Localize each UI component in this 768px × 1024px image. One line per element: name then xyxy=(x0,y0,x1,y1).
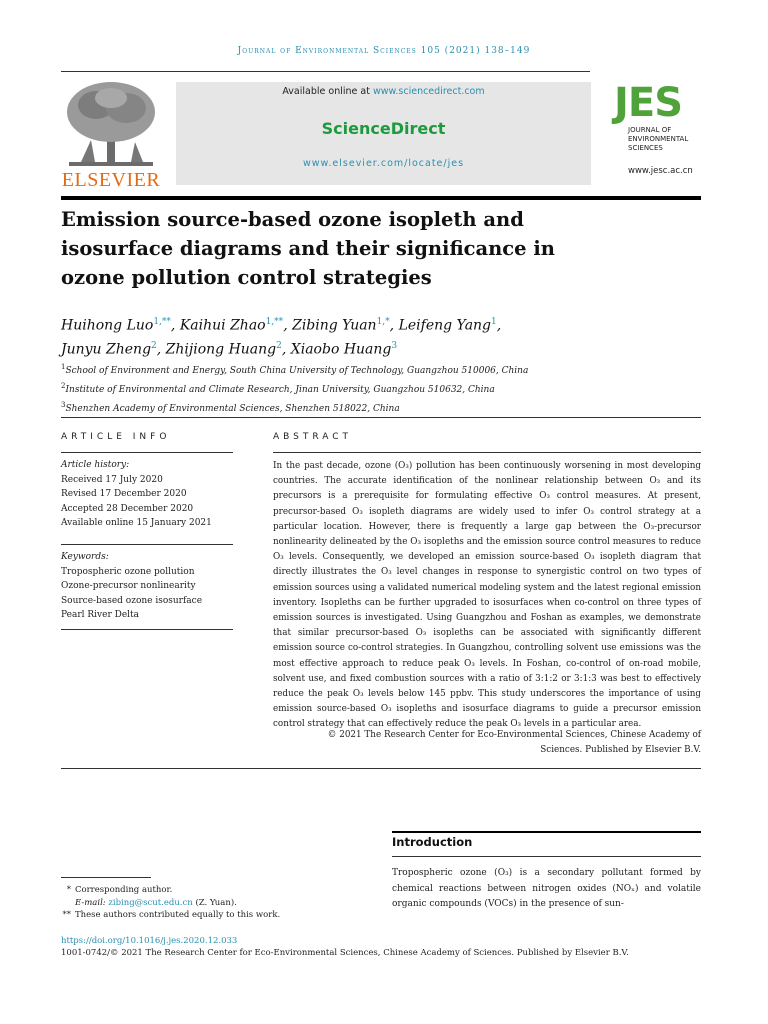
affil-sup: 3 xyxy=(61,401,66,409)
affiliations xyxy=(61,360,701,417)
affil-text: Institute of Environmental and Climate Research, Jinan University, Guangzhou 510632, China xyxy=(65,385,495,395)
keyword[interactable]: Pearl River Delta xyxy=(61,610,140,620)
footnote-text: Corresponding author. xyxy=(75,885,173,895)
introduction-text: Tropospheric ozone (O₃) is a secondary pollutant formed by chemical reactions between nitrogen oxides (NOₓ) and volatile organic compounds (VOCs) in the presence of sun- xyxy=(392,868,701,909)
copyright-line: Sciences. Published by Elsevier B.V. xyxy=(540,745,701,756)
article-info-rule xyxy=(61,544,233,545)
keyword[interactable]: Ozone-precursor nonlinearity xyxy=(61,581,196,591)
available-prefix: Available online at xyxy=(282,86,373,97)
email-suffix: (Z. Yuan). xyxy=(192,897,237,908)
footnote-corresponding: * Corresponding author. xyxy=(66,885,173,895)
affil-sup: 1 xyxy=(61,363,66,371)
keyword[interactable]: Source-based ozone isosurface xyxy=(61,595,203,606)
sciencedirect-link[interactable]: www.sciencedirect.com xyxy=(372,86,485,97)
history-item: Received 17 July 2020 xyxy=(61,474,163,485)
footnote-email xyxy=(61,897,381,910)
affil-text: School of Environment and Energy, South China University of Technology, Guangzhou 510006, China xyxy=(65,366,529,376)
introduction-heading: Introduction xyxy=(392,835,473,849)
article-info-rule xyxy=(61,629,233,630)
jes-name-line: SCIENCES xyxy=(628,144,663,152)
author-affil-sup[interactable]: 2 xyxy=(151,340,157,351)
article-history xyxy=(61,458,233,531)
issn-copyright: 1001-0742/© 2021 The Research Center for Eco-Environmental Sciences, Chinese Academy of Sciences. Published by Elsevier B.V. xyxy=(61,948,629,958)
paper-title xyxy=(61,205,681,292)
title-rule xyxy=(61,196,701,200)
history-item: Available online 15 January 2021 xyxy=(61,518,212,528)
author-affil-sup[interactable]: 1,** xyxy=(153,317,171,327)
section-rule xyxy=(61,768,701,769)
author-line: Huihong Luo$^{1,**}$, Kaihui Zhao$^{1,**}$, Zibing Yuan$^{1,*}$, Leifeng Yang$^1$, xyxy=(61,317,502,334)
intro-rule xyxy=(392,856,701,857)
title-line: ozone pollution control strategies xyxy=(61,266,432,289)
history-label: Article history: xyxy=(61,460,130,470)
jes-full-name xyxy=(628,126,718,153)
author-name[interactable]: Huihong Luo xyxy=(61,317,154,334)
sciencedirect-logo: ScienceDirect xyxy=(321,119,446,138)
author-affil-sup[interactable]: 3 xyxy=(391,340,398,351)
affiliation xyxy=(61,379,701,398)
email-label: E-mail: xyxy=(75,897,109,908)
affiliation xyxy=(61,398,701,417)
footnotes xyxy=(61,884,381,922)
footnote-rule xyxy=(61,877,151,878)
author-line: Junyu Zheng$^2$, Zhijiong Huang$^2$, Xiaobo Huang$^3$ xyxy=(61,340,398,358)
author-name[interactable]: Xiaobo Huang xyxy=(290,341,392,358)
title-line: Emission source-based ozone isopleth and xyxy=(61,208,524,231)
author-affil-sup[interactable]: 1 xyxy=(491,317,497,327)
journal-locate-link[interactable]: www.elsevier.com/locate/jes xyxy=(302,158,465,169)
email-link[interactable]: zibing@scut.edu.cn xyxy=(108,897,193,908)
abstract-text: In the past decade, ozone (O₃) pollution has been continuously worsening in most developing countries. The accurate identification of the nonlinear relationship between O₃ and its precursors is a prerequisite for formulating effective O₃ control measures. At present, precursor-based O₃ isopleth diagrams are widely used to infer O₃ control strategy at a particular location. However, there is frequently a large gap between the O₃-precursor nonlinearity delineated by the O₃ isopleths and the emission source control measures to reduce O₃ levels. Consequently, we developed an emission source-based O₃ isopleth diagram that directly illustrates the O₃ level changes in response to synergistic control on two types of emission sources using a validated numerical modeling system and the latest regional emission inventory. Isopleths can be further upgraded to isosurfaces when co-control on three types of emission sources is investigated. Using Guangzhou and Foshan as examples, we demonstrate that similar precursor-based O₃ isopleths can be associated with significantly different emission source co-control strategies. In Guangzhou, controlling solvent use emissions was the most effective approach to reduce peak O₃ levels. In Foshan, co-control of on-road mobile, solvent use, and fixed combustion sources with a ratio of 3:1:2 or 3:1:3 was best to effectively reduce the peak O₃ levels below 145 ppbv. This study underscores the importance of using emission source-based O₃ isopleths and isosurface diagrams to guide a precursor emission control strategy that can effectively reduce the peak O₃ levels in a particular area. xyxy=(273,461,701,730)
article-info-rule xyxy=(61,452,233,453)
affiliation xyxy=(61,360,701,379)
abstract-heading: ABSTRACT xyxy=(273,432,353,442)
author-name[interactable]: Zibing Yuan xyxy=(292,317,377,334)
footnote-text: These authors contributed equally to this work. xyxy=(75,910,281,920)
intro-rule xyxy=(392,831,701,833)
top-rule xyxy=(61,71,590,72)
affil-sup: 2 xyxy=(61,382,66,390)
affil-text: Shenzhen Academy of Environmental Sciences, Shenzhen 518022, China xyxy=(65,404,400,414)
title-line: isosurface diagrams and their significance in xyxy=(61,237,555,260)
author-name[interactable]: Kaihui Zhao xyxy=(179,317,266,334)
available-online xyxy=(176,86,591,97)
abstract-copyright xyxy=(273,728,701,758)
author-affil-sup[interactable]: 1,* xyxy=(376,317,390,327)
author-affil-sup[interactable]: 1,** xyxy=(265,317,284,327)
doi-link[interactable]: https://doi.org/10.1016/j.jes.2020.12.033 xyxy=(61,936,238,946)
keyword[interactable]: Tropospheric ozone pollution xyxy=(61,566,195,577)
jes-url[interactable]: www.jesc.ac.cn xyxy=(628,166,693,176)
jes-name-line: JOURNAL OF xyxy=(628,126,672,134)
author-name[interactable]: Junyu Zheng xyxy=(61,341,152,358)
abstract-rule xyxy=(273,452,701,453)
article-info-heading: ARTICLE INFO xyxy=(61,432,171,442)
history-item: Accepted 28 December 2020 xyxy=(61,503,194,514)
elsevier-wordmark: ELSEVIER xyxy=(61,169,161,191)
copyright-line: © 2021 The Research Center for Eco-Environmental Sciences, Chinese Academy of xyxy=(327,730,701,740)
jes-name-line: ENVIRONMENTAL xyxy=(628,135,689,143)
author-name[interactable]: Leifeng Yang xyxy=(398,317,492,334)
section-rule xyxy=(61,417,701,418)
author-affil-sup[interactable]: 2 xyxy=(276,340,282,351)
history-item: Revised 17 December 2020 xyxy=(61,489,187,499)
author-name[interactable]: Zhijiong Huang xyxy=(165,341,277,358)
footnote-equal: ** These authors contributed equally to this work. xyxy=(62,910,281,920)
keywords-label: Keywords: xyxy=(61,552,109,562)
journal-citation: Journal of Environmental Sciences 105 (2021) 138–149 xyxy=(237,46,531,56)
author-list xyxy=(61,312,701,359)
jes-logo: JES xyxy=(614,80,683,126)
keywords xyxy=(61,550,233,623)
